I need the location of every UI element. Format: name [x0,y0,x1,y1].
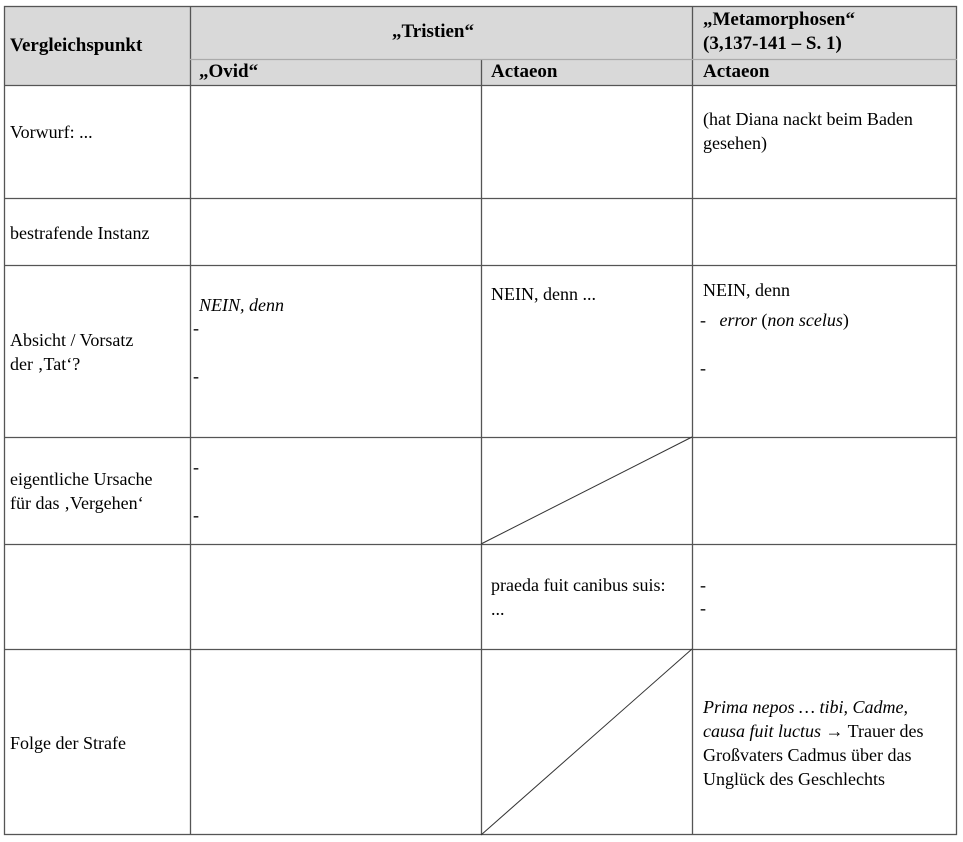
bullet: - [193,366,199,386]
diagonal-strike [481,437,692,544]
ovid-absicht-head: NEIN, denn [199,295,284,315]
row-label-ursache: eigentliche Ursache [10,469,153,489]
bullet: - [193,318,199,338]
subheader-ovid: „Ovid“ [199,61,259,82]
cell-met-folge-3: Großvaters Cadmus über das [703,745,912,765]
cell-ovid-absicht [199,293,284,317]
row-label-absicht: Absicht / Vorsatz [10,330,134,350]
row-label-instanz: bestrafende Instanz [10,223,150,243]
subheader-actaeon-tristien: Actaeon [491,61,558,82]
header-vergleichspunkt: Vergleichspunkt [10,35,143,56]
row-label-folge: Folge der Strafe [10,733,126,753]
row-label-absicht-2: der ‚Tat‘? [10,354,81,374]
diagonal-strike [481,649,692,835]
bullet: - [193,505,199,525]
non-scelus-term: non scelus [767,310,843,330]
latin-quote-2: causa fuit luctus [703,721,821,741]
error-term: error [719,310,757,330]
cell-met-folge-1 [703,695,908,719]
bullet: - [700,358,706,378]
bullet: - [700,310,706,330]
bullet: - [700,598,706,618]
header-metamorphosen-ref: (3,137-141 – S. 1) [703,33,842,54]
trauer-text: → Trauer des [821,721,924,741]
bullet: - [193,457,199,477]
cell-met-absicht-bullet [700,308,849,332]
header-tristien: „Tristien“ [392,21,474,42]
cell-actaeon-praeda-2: ... [491,599,505,619]
paren: ) [842,310,849,330]
row-label-ursache-2: für das ‚Vergehen‘ [10,493,144,513]
header-metamorphosen: „Metamorphosen“ [703,9,855,30]
cell-met-absicht: NEIN, denn [703,280,790,300]
cell-met-folge-4: Unglück des Geschlechts [703,769,885,789]
cell-met-vorwurf: (hat Diana nackt beim Baden [703,109,913,129]
cell-actaeon-absicht: NEIN, denn ... [491,284,596,304]
cell-met-folge-2 [703,719,924,743]
paren: ( [761,310,768,330]
latin-quote: Prima nepos … tibi, Cadme, [703,697,908,717]
bullet: - [700,575,706,595]
row-label-vorwurf: Vorwurf: ... [10,122,93,142]
cell-met-vorwurf-2: gesehen) [703,133,767,153]
subheader-actaeon-met: Actaeon [703,61,770,82]
cell-actaeon-praeda: praeda fuit canibus suis: [491,575,666,595]
